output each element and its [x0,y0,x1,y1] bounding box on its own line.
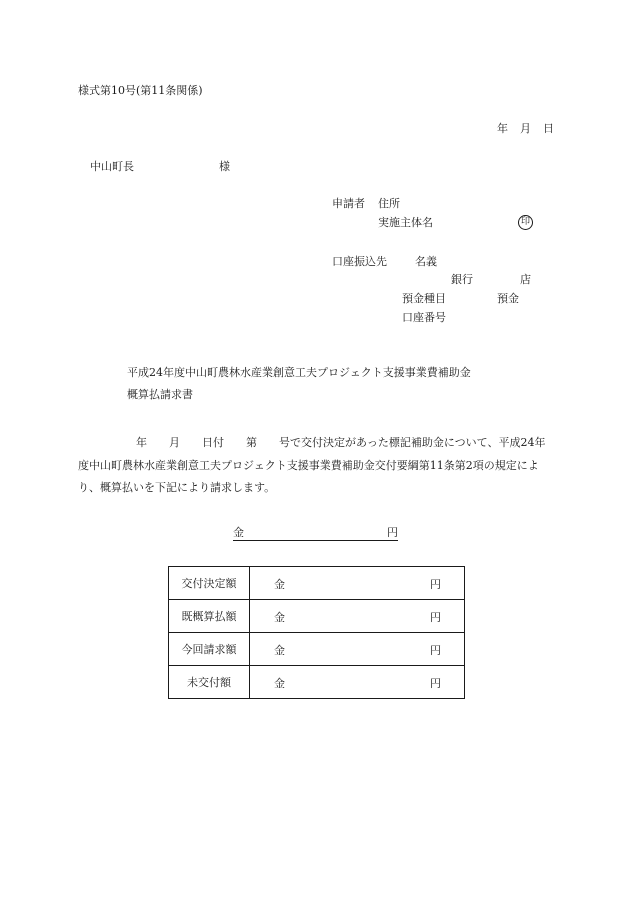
row-yen: 円 [430,578,441,591]
amount-kin: 金 [233,526,244,539]
date-month: 月 [520,122,531,135]
row-yen: 円 [430,644,441,657]
row-label: 今回請求額 [169,633,250,666]
table-row [169,567,465,600]
table-row [169,666,465,699]
bank-label: 銀行 [451,273,473,286]
date-year: 年 [497,122,508,135]
row-value [250,567,465,600]
account-number-label: 口座番号 [402,311,446,324]
org-name-label: 実施主体名 [378,216,433,229]
body-paragraph: 年 月 日付 第 号で交付決定があった標記補助金について、平成24年度中山町農林水産業創意工夫プロジェクト支援事業費補助金交付要綱第11条第2項の規定により、概算払いを下記により請求します。 [78,436,546,494]
deposit-label: 預金 [497,292,519,305]
row-label: 未交付額 [169,666,250,699]
addressee-honorific: 様 [219,160,230,173]
row-kin: 金 [274,677,285,690]
row-kin: 金 [274,578,285,591]
branch-label: 店 [520,273,531,286]
title-line-1: 平成24年度中山町農林水産業創意工夫プロジェクト支援事業費補助金 [127,366,471,379]
amount-table [168,566,465,699]
row-label: 既概算払額 [169,600,250,633]
account-holder-label: 名義 [415,255,437,268]
row-kin: 金 [274,644,285,657]
amount-underline [233,540,398,541]
row-value [250,633,465,666]
title-line-2: 概算払請求書 [127,388,193,401]
amount-yen: 円 [387,526,398,539]
row-value [250,666,465,699]
account-label: 口座振込先 [332,255,387,268]
form-number: 様式第10号(第11条関係) [78,84,203,97]
row-value [250,600,465,633]
row-yen: 円 [430,677,441,690]
applicant-label: 申請者 [332,197,365,210]
deposit-type-label: 預金種目 [402,292,446,305]
table-row [169,600,465,633]
address-label: 住所 [378,197,400,210]
row-label: 交付決定額 [169,567,250,600]
table-row [169,633,465,666]
row-yen: 円 [430,611,441,624]
addressee-name: 中山町長 [90,160,134,173]
row-kin: 金 [274,611,285,624]
seal-mark: 印 [518,215,533,230]
date-day: 日 [543,122,554,135]
